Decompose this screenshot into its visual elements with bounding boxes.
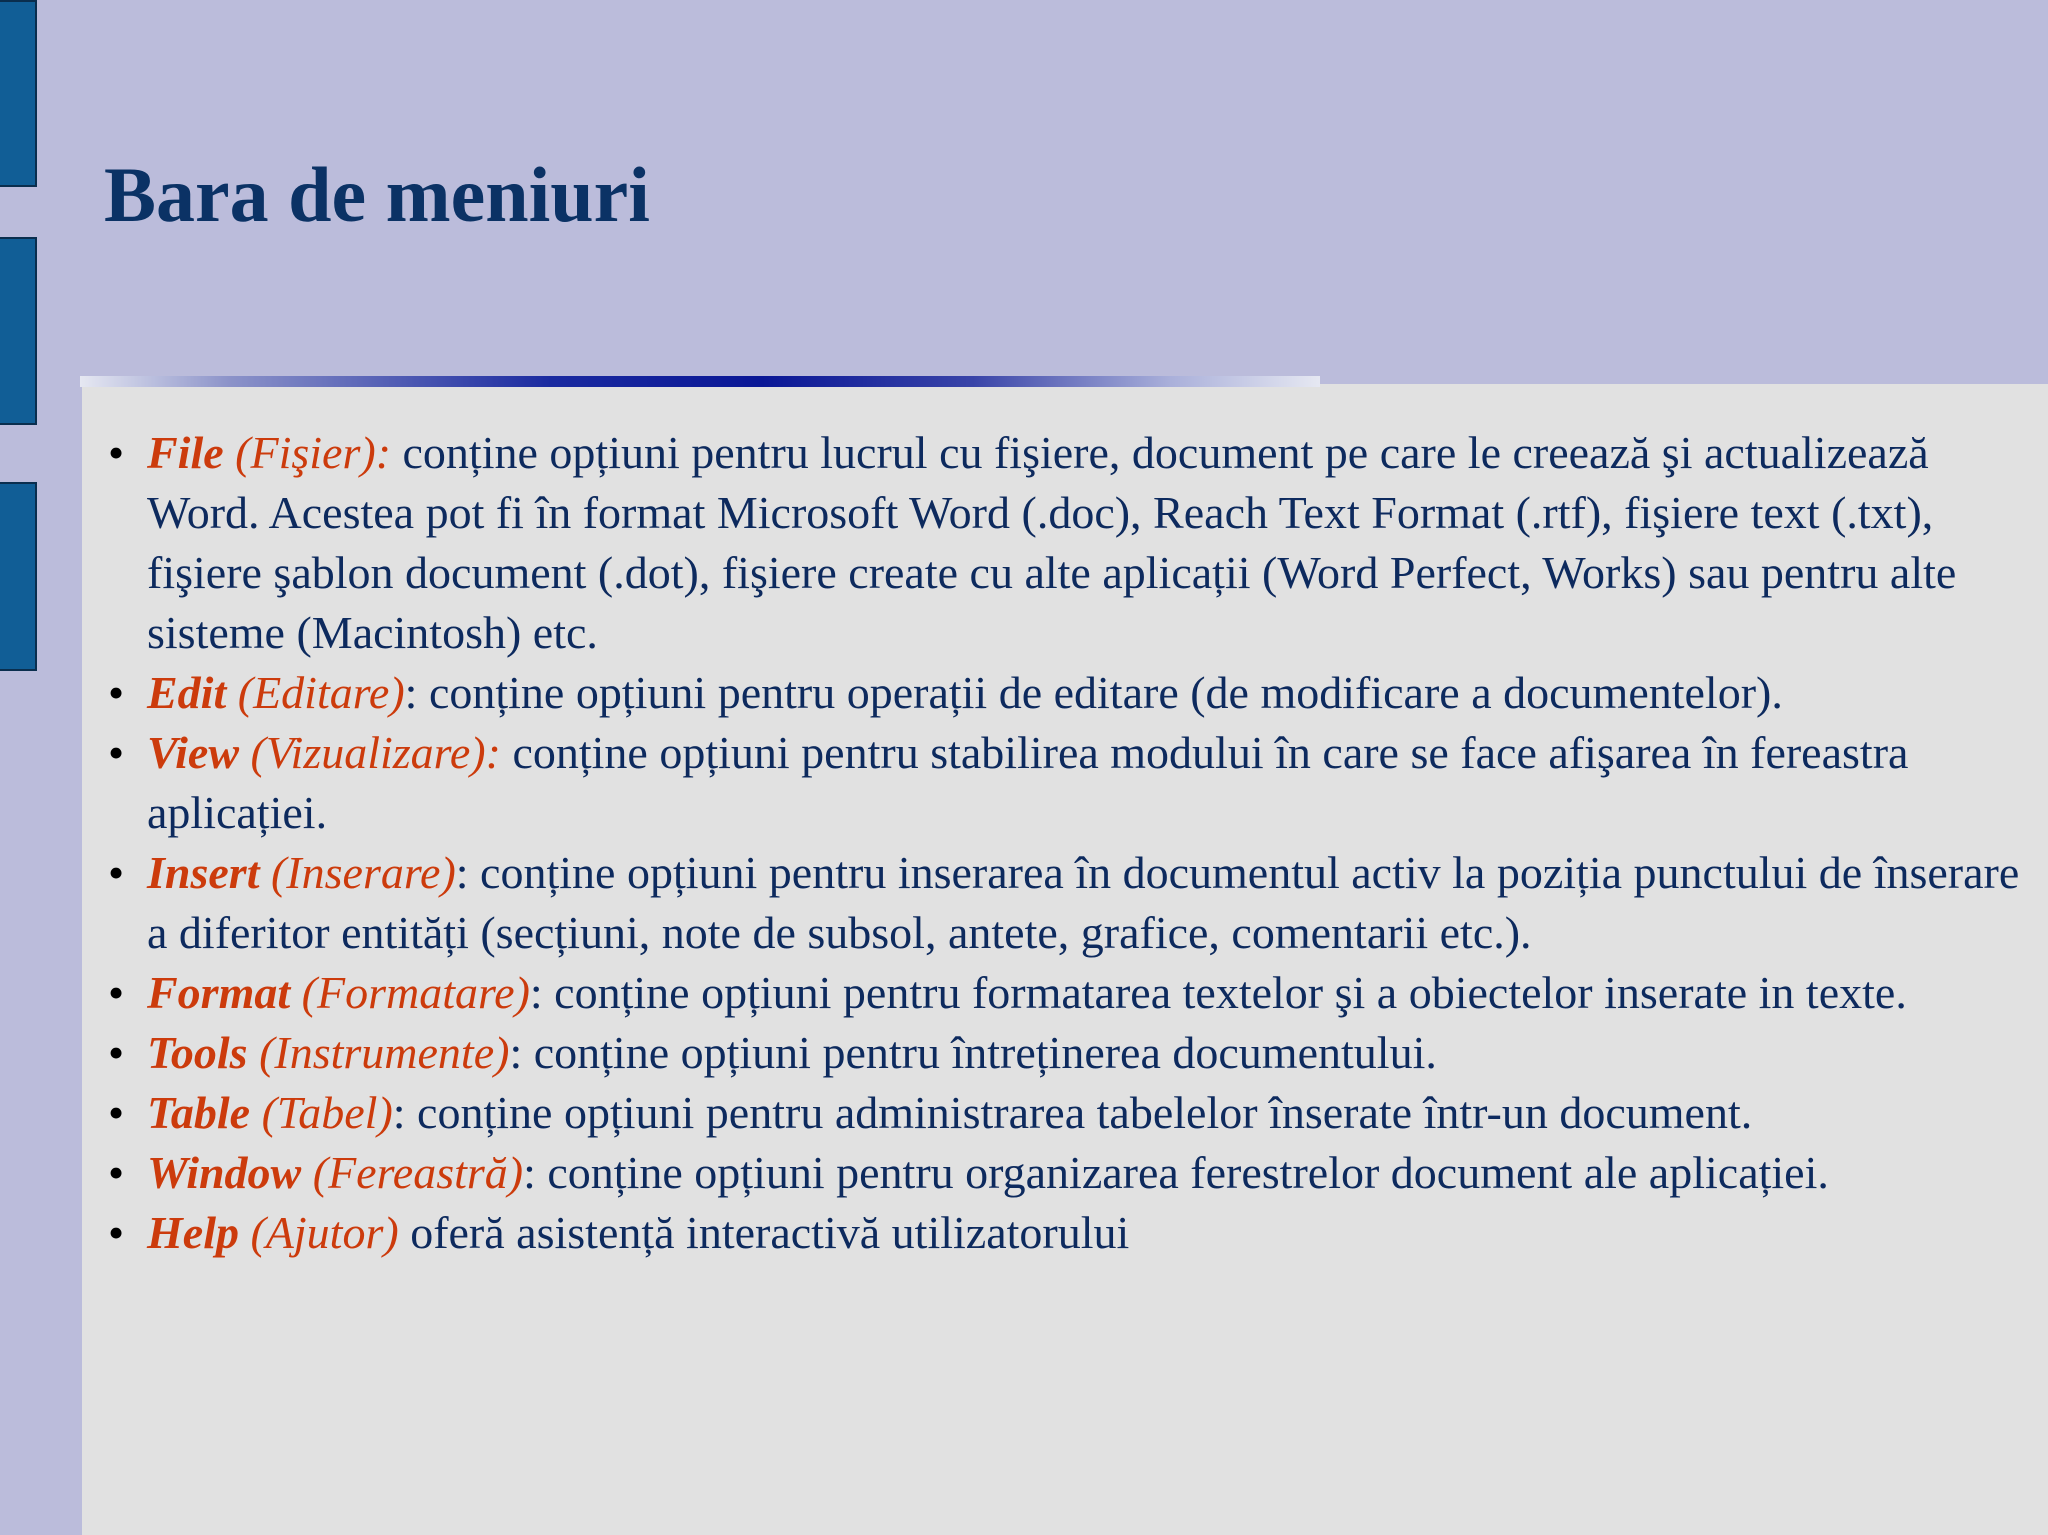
menu-term: Window: [147, 1147, 302, 1198]
menu-term: Format: [147, 967, 291, 1018]
menu-description: : conține opțiuni pentru inserarea în documentul activ la poziția punctului de înserare a diferitor entități (secțiuni, note de subsol, antete, grafice, comentarii etc.).: [147, 847, 2020, 958]
list-item-tools: [108, 1023, 2023, 1083]
menu-term-translation: (Ajutor): [250, 1207, 399, 1258]
menu-description-list: [108, 423, 2023, 1263]
bullet-icon: •: [108, 1027, 125, 1078]
slide-title: Bara de meniuri: [104, 151, 650, 238]
menu-term-translation: (Editare): [237, 667, 405, 718]
bullet-icon: •: [108, 727, 125, 778]
title-divider: [80, 376, 1320, 387]
bullet-icon: •: [108, 667, 125, 718]
menu-term-translation: (Tabel): [261, 1087, 393, 1138]
menu-description: : conține opțiuni pentru organizarea ferestrelor document ale aplicației.: [523, 1147, 1829, 1198]
menu-term: Edit: [147, 667, 227, 718]
bullet-icon: •: [108, 967, 125, 1018]
list-item-view: [108, 723, 2023, 843]
bullet-icon: •: [108, 1087, 125, 1138]
list-item-insert: [108, 843, 2023, 963]
bullet-icon: •: [108, 427, 125, 478]
list-item-edit: [108, 663, 2023, 723]
menu-term: Table: [147, 1087, 251, 1138]
bullet-icon: •: [108, 847, 125, 898]
side-decoration-block: [0, 237, 37, 425]
list-item-window: [108, 1143, 2023, 1203]
menu-description: : conține opțiuni pentru formatarea textelor şi a obiectelor inserate in texte.: [529, 967, 1907, 1018]
menu-term-translation: (Inserare): [270, 847, 456, 898]
menu-description: : conține opțiuni pentru administrarea tabelelor înserate într-un document.: [392, 1087, 1753, 1138]
menu-description: : conține opțiuni pentru operații de editare (de modificare a documentelor).: [404, 667, 1783, 718]
list-item-help: [108, 1203, 2023, 1263]
side-decoration-block: [0, 0, 37, 187]
bullet-icon: •: [108, 1147, 125, 1198]
menu-term: File: [147, 427, 224, 478]
menu-description: conține opțiuni pentru lucrul cu fişiere, document pe care le creează şi actualizează Word. Acestea pot fi în format Microsoft Word (.doc), Reach Text Format (.rtf), fişiere text (.txt), fişiere şablon document (.dot), fişiere create cu alte aplicații (Word Perfect, Works) sau pentru alte sisteme (Macintosh) etc.: [147, 427, 1957, 658]
menu-term-translation: (Fereastră): [312, 1147, 524, 1198]
menu-term-translation: (Formatare): [301, 967, 530, 1018]
menu-term: View: [147, 727, 240, 778]
menu-term-translation: (Vizualizare):: [250, 727, 501, 778]
menu-term: Help: [147, 1207, 239, 1258]
side-decoration-block: [0, 482, 37, 671]
list-item-file: [108, 423, 2023, 663]
list-item-table: [108, 1083, 2023, 1143]
menu-term-translation: (Fişier):: [235, 427, 392, 478]
menu-description: oferă asistență interactivă utilizatorului: [398, 1207, 1130, 1258]
menu-term: Tools: [147, 1027, 248, 1078]
list-item-format: [108, 963, 2023, 1023]
menu-term: Insert: [147, 847, 260, 898]
menu-term-translation: (Instrumente): [259, 1027, 510, 1078]
menu-description: : conține opțiuni pentru întreținerea documentului.: [509, 1027, 1437, 1078]
menu-description: conține opțiuni pentru stabilirea modului în care se face afişarea în fereastra aplicației.: [147, 727, 1909, 838]
bullet-icon: •: [108, 1207, 125, 1258]
